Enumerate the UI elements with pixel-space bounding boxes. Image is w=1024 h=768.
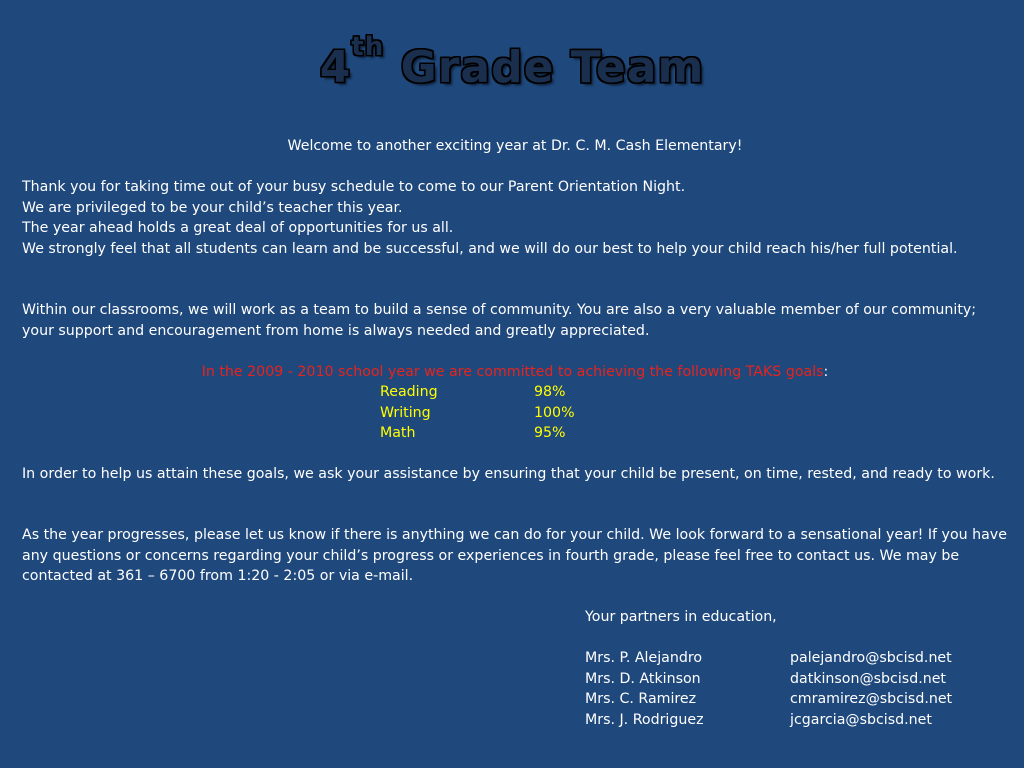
goal-row: [380, 423, 575, 444]
goal-subject: Math: [380, 425, 416, 441]
goals-table: [380, 382, 575, 444]
teacher-name: Mrs. J. Rodriguez: [585, 711, 704, 728]
intro-line: We strongly feel that all students can learn and be successful, and we will do our best to help your child reach his/her full potential.: [22, 240, 958, 257]
community-text: Within our classrooms, we will work as a team to build a sense of community. You are also a very valuable member of our community; your support and encouragement from home is always needed and greatly appreciated.: [22, 302, 977, 339]
community-paragraph: [22, 300, 1012, 341]
teacher-signature-list: [585, 648, 952, 730]
goal-target: 100%: [534, 404, 575, 421]
goal-row: [380, 403, 575, 424]
attendance-text: In order to help us attain these goals, we ask your assistance by ensuring that your child be present, on time, rested, and ready to work.: [22, 466, 995, 482]
teacher-row: [585, 669, 952, 690]
goals-intro-colon: :: [823, 364, 829, 380]
teacher-name: Mrs. C. Ramirez: [585, 691, 697, 707]
contact-text: As the year progresses, please let us know if there is anything we can do for your child. We look forward to a sensational year! If you have any questions or concerns regarding your child’s progress or experiences in fourth grade, please feel free to contact us. We may be contacted at 361 – 6700 from 1:20 - 2:05 or via e-mail.: [22, 527, 1007, 584]
title-ordinal-suffix: th: [351, 32, 385, 62]
goals-intro-text: In the 2009 - 2010 school year we are committed to achieving the following TAKS goals: [201, 364, 824, 380]
teacher-email: cmramirez@sbcisd.net: [790, 691, 953, 707]
teacher-row: [585, 648, 952, 669]
attendance-paragraph: [22, 464, 1012, 485]
intro-paragraph: [22, 177, 1012, 259]
teacher-email: jcgarcia@sbcisd.net: [790, 711, 932, 728]
intro-line: Thank you for taking time out of your busy schedule to come to our Parent Orientation Night.: [22, 179, 686, 195]
goal-target: 95%: [534, 425, 566, 441]
goal-row: [380, 382, 575, 403]
intro-line: We are privileged to be your child’s teacher this year.: [22, 199, 403, 216]
title-number: 4: [319, 42, 352, 93]
teacher-row: [585, 689, 952, 710]
title-text: Grade Team: [384, 42, 705, 93]
slide-title: [0, 32, 1024, 98]
goal-subject: Reading: [380, 384, 438, 400]
closing-line: Your partners in education,: [585, 609, 777, 625]
teacher-email: datkinson@sbcisd.net: [790, 670, 946, 687]
intro-line: The year ahead holds a great deal of opportunities for us all.: [22, 220, 454, 236]
teacher-row: [585, 710, 952, 731]
goals-intro: [0, 362, 1024, 383]
teacher-email: palejandro@sbcisd.net: [790, 650, 952, 666]
teacher-name: Mrs. D. Atkinson: [585, 670, 701, 687]
goal-target: 98%: [534, 384, 566, 400]
teacher-name: Mrs. P. Alejandro: [585, 650, 703, 666]
contact-paragraph: [22, 525, 1012, 587]
goal-subject: Writing: [380, 404, 431, 421]
welcome-line: Welcome to another exciting year at Dr. C. M. Cash Elementary!: [287, 138, 743, 154]
